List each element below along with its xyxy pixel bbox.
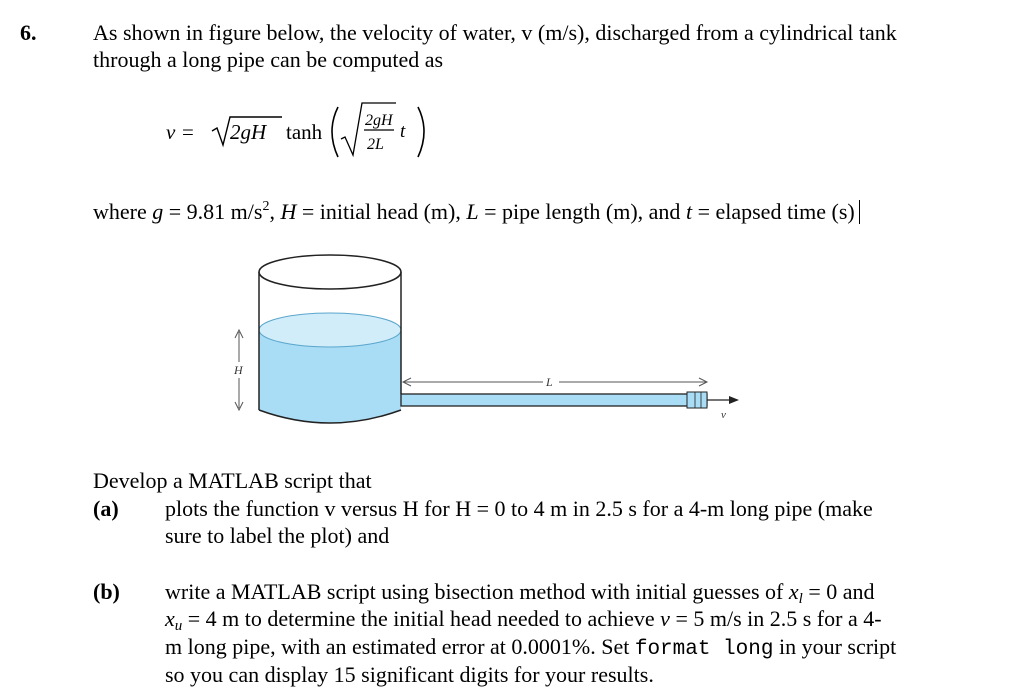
part-b-line-3: m long pipe, with an estimated error at 0.0001%. Set format long in your script bbox=[165, 634, 897, 661]
part-b-label: (b) bbox=[93, 579, 120, 604]
label-H: H bbox=[234, 363, 243, 377]
part-a-line-1: plots the function v versus H for H = 0 to 4 m in 2.5 s for a 4-m long pipe (make bbox=[165, 496, 873, 521]
equation-lhs: v = bbox=[166, 120, 195, 144]
tank-figure bbox=[225, 242, 755, 442]
label-L: L bbox=[546, 375, 553, 389]
label-v: v bbox=[721, 409, 726, 421]
part-a-label: (a) bbox=[93, 496, 119, 521]
discharge-pipe bbox=[401, 394, 707, 406]
tanh-func: tanh bbox=[286, 120, 323, 144]
part-b-line-4: so you can display 15 significant digits for your results. bbox=[165, 662, 654, 687]
velocity-equation bbox=[160, 95, 440, 165]
part-b-line-1: write a MATLAB script using bisection method with initial guesses of $x_l = 0$ and bbox=[165, 579, 875, 607]
pipe-outlet bbox=[687, 392, 707, 408]
part-a-line-2: sure to label the plot) and bbox=[165, 523, 390, 548]
intro-line-1: As shown in figure below, the velocity of water, v (m/s), discharged from a cylindrical tank bbox=[93, 20, 897, 45]
paren-left bbox=[332, 107, 338, 157]
part-b-line-2: $x_u = 4$ m to determine the initial head needed to achieve v = 5 m/s in 2.5 s for a 4- bbox=[165, 606, 882, 634]
text-cursor bbox=[859, 200, 860, 224]
fraction-numerator: 2gH bbox=[365, 112, 393, 129]
fraction-denominator: 2L bbox=[367, 136, 384, 153]
equation-t: t bbox=[400, 121, 406, 142]
water-surface bbox=[259, 313, 401, 347]
problem-number: 6. bbox=[20, 20, 37, 45]
sqrt-argument: 2gH bbox=[230, 120, 267, 144]
code-format-long: format long bbox=[634, 638, 774, 661]
paren-right bbox=[418, 107, 424, 157]
where-line: where g = 9.81 $m/s^2$, H = initial head (m), L = pipe length (m), and t = elapsed time (s) bbox=[93, 193, 860, 225]
tank-rim bbox=[259, 255, 401, 289]
intro-line-2: through a long pipe can be computed as bbox=[93, 47, 444, 72]
develop-line: Develop a MATLAB script that bbox=[93, 468, 372, 493]
